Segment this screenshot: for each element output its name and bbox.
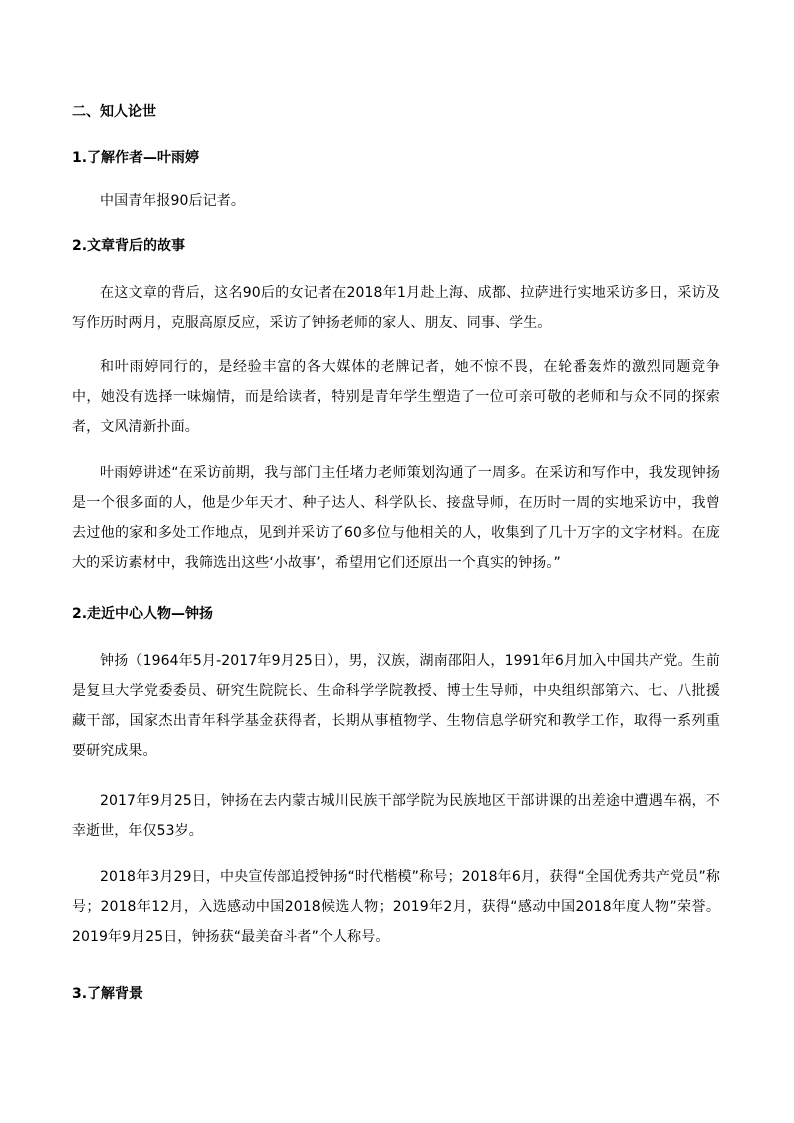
- heading-central-figure: 2.走近中心人物—钟扬: [72, 606, 214, 622]
- paragraph-story-1: 在这文章的背后，这名90后的女记者在2018年1月赴上海、成都、拉萨进行实地采访多日，采访及写作历时两月，克服高原反应，采访了钟扬老师的家人、朋友、同事、学生。: [72, 285, 720, 331]
- heading-background: 3.了解背景: [72, 986, 144, 1002]
- paragraph-figure-2: 2017年9月25日，钟扬在去内蒙古城川民族干部学院为民族地区干部讲课的出差途中遭遇车祸，不幸逝世，年仅53岁。: [72, 793, 720, 839]
- paragraph-story-2: 和叶雨婷同行的，是经验丰富的各大媒体的老牌记者，她不惊不畏，在轮番轰炸的激烈同题竞争中，她没有选择一味煽情，而是给读者，特别是青年学生塑造了一位可亲可敬的老师和与众不同的探索者，文风清新扑面。: [72, 359, 720, 435]
- heading-story-behind: 2.文章背后的故事: [72, 238, 186, 254]
- paragraph-author-intro: 中国青年报90后记者。: [100, 193, 245, 209]
- paragraph-figure-3: 2018年3月29日，中央宣传部追授钟扬“时代楷模”称号；2018年6月，获得“全国优秀共产党员”称号；2018年12月，入选感动中国2018候选人物；2019年2月，获得“感动中国2018年度人物”荣誉。2019年9月25日，钟扬获“最美奋斗者”个人称号。: [72, 869, 720, 945]
- section-title: 二、知人论世: [72, 104, 156, 120]
- paragraph-figure-1: 钟扬（1964年5月-2017年9月25日），男，汉族，湖南邵阳人，1991年6月加入中国共产党。生前是复旦大学党委委员、研究生院院长、生命科学学院教授、博士生导师，中央组织部第六、七、八批援藏干部，国家杰出青年科学基金获得者，长期从事植物学、生物信息学研究和教学工作，取得一系列重要研究成果。: [72, 653, 720, 759]
- heading-about-author: 1.了解作者—叶雨婷: [72, 150, 200, 166]
- paragraph-story-3: 叶雨婷讲述“在采访前期，我与部门主任堵力老师策划沟通了一周多。在采访和写作中，我发现钟扬是一个很多面的人，他是少年天才、种子达人、科学队长、接盘导师，在历时一周的实地采访中，我曾去过他的家和多处工作地点，见到并采访了60多位与他相关的人，收集到了几十万字的文字材料。在庞大的采访素材中，我筛选出这些‘小故事’，希望用它们还原出一个真实的钟扬。”: [72, 465, 720, 571]
